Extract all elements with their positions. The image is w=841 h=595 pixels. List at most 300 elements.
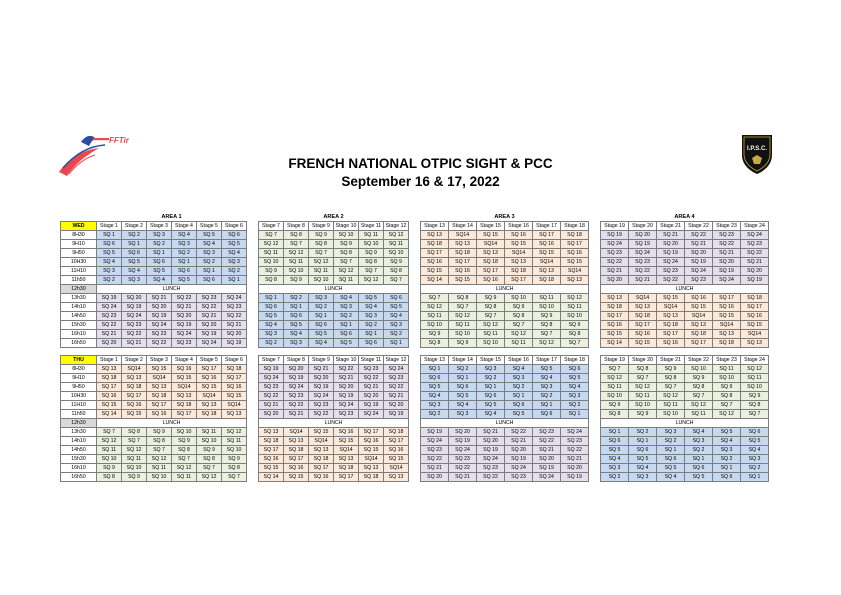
squad-cell: SQ 23 bbox=[601, 249, 629, 258]
squad-cell: SQ 10 bbox=[172, 428, 197, 437]
squad-cell: SQ 1 bbox=[629, 437, 657, 446]
squad-cell: SQ 16 bbox=[449, 267, 477, 276]
stage-header: Stage 13 bbox=[421, 356, 449, 365]
squad-cell: SQ 3 bbox=[741, 455, 769, 464]
squad-cell: SQ 21 bbox=[384, 392, 409, 401]
stage-header: Stage 3 bbox=[147, 356, 172, 365]
squad-cell: SQ 8 bbox=[741, 401, 769, 410]
column-gap bbox=[409, 455, 421, 464]
squad-cell: SQ 19 bbox=[421, 428, 449, 437]
squad-cell: SQ 9 bbox=[359, 249, 384, 258]
squad-cell: SQ 20 bbox=[449, 428, 477, 437]
squad-cell: SQ 3 bbox=[421, 401, 449, 410]
stage-header: Stage 19 bbox=[601, 222, 629, 231]
squad-cell: SQ 22 bbox=[629, 267, 657, 276]
schedule-row bbox=[61, 365, 769, 374]
squad-cell: SQ 7 bbox=[284, 240, 309, 249]
column-gap bbox=[589, 285, 601, 294]
squad-cell: SQ 3 bbox=[713, 446, 741, 455]
column-gap bbox=[589, 267, 601, 276]
squad-cell: SQ 16 bbox=[561, 249, 589, 258]
squad-cell: SQ 13 bbox=[172, 392, 197, 401]
squad-cell: SQ 24 bbox=[97, 303, 122, 312]
squad-cell: SQ 9 bbox=[197, 446, 222, 455]
squad-cell: SQ 22 bbox=[449, 464, 477, 473]
column-gap bbox=[409, 473, 421, 482]
squad-cell: SQ 5 bbox=[601, 446, 629, 455]
squad-cell: SQ 17 bbox=[222, 374, 247, 383]
squad-cell: SQ 20 bbox=[309, 374, 334, 383]
squad-cell: SQ 1 bbox=[384, 339, 409, 348]
squad-cell: SQ 2 bbox=[561, 401, 589, 410]
squad-cell: SQ14 bbox=[741, 330, 769, 339]
stage-header-row bbox=[61, 222, 769, 231]
squad-cell: SQ 11 bbox=[384, 240, 409, 249]
squad-cell: SQ 1 bbox=[421, 365, 449, 374]
squad-cell: SQ 2 bbox=[601, 473, 629, 482]
squad-cell: SQ 13 bbox=[197, 401, 222, 410]
time-label: 11H10 bbox=[61, 401, 97, 410]
squad-cell: SQ 13 bbox=[147, 383, 172, 392]
column-gap bbox=[409, 303, 421, 312]
stage-header: Stage 17 bbox=[533, 356, 561, 365]
column-gap bbox=[589, 231, 601, 240]
squad-cell: SQ 2 bbox=[449, 365, 477, 374]
squad-cell: SQ 15 bbox=[421, 267, 449, 276]
squad-cell: SQ 21 bbox=[359, 383, 384, 392]
squad-cell: SQ 10 bbox=[477, 339, 505, 348]
squad-cell: SQ 20 bbox=[741, 267, 769, 276]
squad-cell: SQ 8 bbox=[122, 428, 147, 437]
time-label: 13h30 bbox=[61, 428, 97, 437]
column-gap bbox=[247, 473, 259, 482]
squad-cell: SQ 8 bbox=[533, 321, 561, 330]
squad-cell: SQ 13 bbox=[449, 240, 477, 249]
stage-header: Stage 15 bbox=[477, 222, 505, 231]
column-gap bbox=[409, 249, 421, 258]
squad-cell: SQ 22 bbox=[713, 240, 741, 249]
squad-cell: SQ 15 bbox=[359, 446, 384, 455]
squad-cell: SQ 24 bbox=[334, 401, 359, 410]
squad-cell: SQ 15 bbox=[629, 339, 657, 348]
squad-cell: SQ 2 bbox=[713, 455, 741, 464]
lunch-label: LUNCH bbox=[421, 419, 589, 428]
stage-header: Stage 12 bbox=[384, 222, 409, 231]
squad-cell: SQ 18 bbox=[122, 383, 147, 392]
stage-header: Stage 13 bbox=[421, 222, 449, 231]
squad-cell: SQ 20 bbox=[334, 383, 359, 392]
column-gap bbox=[589, 303, 601, 312]
squad-cell: SQ 5 bbox=[222, 240, 247, 249]
column-gap bbox=[589, 339, 601, 348]
squad-cell: SQ 22 bbox=[259, 392, 284, 401]
squad-cell: SQ 10 bbox=[259, 258, 284, 267]
squad-cell: SQ 18 bbox=[384, 428, 409, 437]
squad-cell: SQ 8 bbox=[309, 240, 334, 249]
squad-cell: SQ 13 bbox=[561, 276, 589, 285]
squad-cell: SQ14 bbox=[197, 392, 222, 401]
stage-header: Stage 21 bbox=[657, 222, 685, 231]
squad-cell: SQ 13 bbox=[384, 473, 409, 482]
squad-cell: SQ 23 bbox=[97, 312, 122, 321]
squad-cell: SQ 4 bbox=[359, 303, 384, 312]
column-gap bbox=[247, 303, 259, 312]
squad-cell: SQ 22 bbox=[505, 428, 533, 437]
column-gap bbox=[247, 249, 259, 258]
squad-cell: SQ 2 bbox=[309, 303, 334, 312]
squad-cell: SQ 10 bbox=[741, 383, 769, 392]
column-gap bbox=[409, 365, 421, 374]
stage-header: Stage 14 bbox=[449, 222, 477, 231]
squad-cell: SQ 9 bbox=[713, 383, 741, 392]
column-gap bbox=[409, 330, 421, 339]
area-header-row bbox=[61, 213, 769, 222]
squad-cell: SQ 1 bbox=[147, 249, 172, 258]
column-gap bbox=[247, 419, 259, 428]
squad-cell: SQ 12 bbox=[309, 258, 334, 267]
squad-cell: SQ 6 bbox=[384, 294, 409, 303]
squad-cell: SQ 20 bbox=[685, 249, 713, 258]
column-gap bbox=[589, 428, 601, 437]
squad-cell: SQ 15 bbox=[561, 258, 589, 267]
schedule-row bbox=[61, 446, 769, 455]
squad-cell: SQ 18 bbox=[449, 249, 477, 258]
squad-cell: SQ 15 bbox=[713, 312, 741, 321]
squad-cell: SQ 1 bbox=[359, 330, 384, 339]
squad-cell: SQ 6 bbox=[359, 339, 384, 348]
stage-header: Stage 17 bbox=[533, 222, 561, 231]
squad-cell: SQ 12 bbox=[449, 312, 477, 321]
column-gap bbox=[409, 356, 421, 365]
squad-cell: SQ 15 bbox=[147, 365, 172, 374]
schedule-row bbox=[61, 392, 769, 401]
squad-cell: SQ 9 bbox=[505, 303, 533, 312]
squad-cell: SQ 24 bbox=[713, 276, 741, 285]
squad-cell: SQ 23 bbox=[147, 330, 172, 339]
squad-cell: SQ 13 bbox=[259, 428, 284, 437]
time-label: 10H30 bbox=[61, 258, 97, 267]
squad-cell: SQ 5 bbox=[477, 401, 505, 410]
squad-cell: SQ 16 bbox=[284, 464, 309, 473]
squad-cell: SQ 11 bbox=[122, 455, 147, 464]
squad-cell: SQ 3 bbox=[284, 339, 309, 348]
squad-cell: SQ 4 bbox=[421, 392, 449, 401]
squad-cell: SQ 18 bbox=[284, 446, 309, 455]
time-label: 14h50 bbox=[61, 312, 97, 321]
squad-cell: SQ 7 bbox=[685, 392, 713, 401]
squad-cell: SQ 3 bbox=[685, 437, 713, 446]
squad-cell: SQ 19 bbox=[629, 240, 657, 249]
squad-cell: SQ 24 bbox=[657, 258, 685, 267]
squad-cell: SQ 1 bbox=[449, 374, 477, 383]
squad-cell: SQ 16 bbox=[657, 339, 685, 348]
squad-cell: SQ 20 bbox=[122, 294, 147, 303]
squad-cell: SQ 11 bbox=[629, 392, 657, 401]
squad-cell: SQ 17 bbox=[421, 249, 449, 258]
squad-cell: SQ 21 bbox=[533, 446, 561, 455]
squad-cell: SQ14 bbox=[309, 437, 334, 446]
stage-header: Stage 4 bbox=[172, 356, 197, 365]
time-label: 10H30 bbox=[61, 392, 97, 401]
squad-cell: SQ 17 bbox=[657, 330, 685, 339]
squad-cell: SQ 21 bbox=[477, 428, 505, 437]
squad-cell: SQ 21 bbox=[601, 267, 629, 276]
squad-cell: SQ 22 bbox=[147, 339, 172, 348]
squad-cell: SQ 3 bbox=[222, 258, 247, 267]
squad-cell: SQ 23 bbox=[685, 276, 713, 285]
squad-cell: SQ 1 bbox=[222, 276, 247, 285]
squad-cell: SQ 20 bbox=[533, 455, 561, 464]
squad-cell: SQ 12 bbox=[741, 365, 769, 374]
stage-header: Stage 10 bbox=[334, 222, 359, 231]
squad-cell: SQ 5 bbox=[421, 383, 449, 392]
squad-cell: SQ 2 bbox=[421, 410, 449, 419]
column-gap bbox=[589, 401, 601, 410]
squad-cell: SQ 21 bbox=[505, 437, 533, 446]
squad-cell: SQ 9 bbox=[685, 374, 713, 383]
column-gap bbox=[409, 312, 421, 321]
squad-cell: SQ 8 bbox=[147, 437, 172, 446]
squad-cell: SQ 13 bbox=[334, 455, 359, 464]
squad-cell: SQ 19 bbox=[359, 401, 384, 410]
squad-cell: SQ 12 bbox=[629, 383, 657, 392]
squad-cell: SQ 1 bbox=[122, 240, 147, 249]
squad-cell: SQ 23 bbox=[741, 240, 769, 249]
squad-cell: SQ 21 bbox=[421, 464, 449, 473]
squad-cell: SQ 18 bbox=[505, 267, 533, 276]
squad-cell: SQ 9 bbox=[172, 437, 197, 446]
squad-cell: SQ14 bbox=[384, 464, 409, 473]
squad-cell: SQ 23 bbox=[505, 473, 533, 482]
squad-cell: SQ 11 bbox=[197, 428, 222, 437]
squad-cell: SQ 11 bbox=[505, 339, 533, 348]
squad-cell: SQ 2 bbox=[147, 240, 172, 249]
squad-cell: SQ 9 bbox=[421, 330, 449, 339]
squad-cell: SQ 8 bbox=[505, 312, 533, 321]
squad-cell: SQ 4 bbox=[505, 365, 533, 374]
stage-header: Stage 2 bbox=[122, 356, 147, 365]
column-gap bbox=[409, 428, 421, 437]
squad-cell: SQ 6 bbox=[147, 258, 172, 267]
time-label: 13h30 bbox=[61, 294, 97, 303]
squad-cell: SQ 9 bbox=[449, 339, 477, 348]
squad-cell: SQ 8 bbox=[685, 383, 713, 392]
squad-cell: SQ 24 bbox=[449, 446, 477, 455]
column-gap bbox=[409, 401, 421, 410]
column-gap bbox=[589, 383, 601, 392]
column-gap bbox=[247, 285, 259, 294]
squad-cell: SQ 11 bbox=[309, 267, 334, 276]
squad-cell: SQ 11 bbox=[97, 446, 122, 455]
squad-cell: SQ 10 bbox=[685, 365, 713, 374]
squad-cell: SQ 8 bbox=[629, 365, 657, 374]
squad-cell: SQ 23 bbox=[421, 446, 449, 455]
squad-cell: SQ 5 bbox=[713, 428, 741, 437]
squad-cell: SQ 15 bbox=[657, 294, 685, 303]
squad-cell: SQ 5 bbox=[334, 339, 359, 348]
stage-header: Stage 18 bbox=[561, 222, 589, 231]
squad-cell: SQ 19 bbox=[449, 437, 477, 446]
column-gap bbox=[247, 428, 259, 437]
squad-cell: SQ 6 bbox=[222, 231, 247, 240]
squad-cell: SQ 1 bbox=[309, 312, 334, 321]
squad-cell: SQ 19 bbox=[172, 321, 197, 330]
squad-cell: SQ 11 bbox=[561, 303, 589, 312]
squad-cell: SQ 23 bbox=[309, 401, 334, 410]
ipsc-logo-text: I.P.S.C. bbox=[747, 146, 767, 152]
stage-header: Stage 9 bbox=[309, 356, 334, 365]
squad-cell: SQ 2 bbox=[172, 249, 197, 258]
squad-cell: SQ 11 bbox=[284, 258, 309, 267]
stage-header: Stage 16 bbox=[505, 222, 533, 231]
squad-cell: SQ 7 bbox=[172, 455, 197, 464]
stage-header: Stage 21 bbox=[657, 356, 685, 365]
squad-cell: SQ 16 bbox=[197, 374, 222, 383]
squad-cell: SQ 20 bbox=[505, 446, 533, 455]
squad-cell: SQ 1 bbox=[97, 231, 122, 240]
squad-cell: SQ 12 bbox=[284, 249, 309, 258]
squad-cell: SQ 20 bbox=[222, 330, 247, 339]
squad-cell: SQ 19 bbox=[197, 330, 222, 339]
time-label: 9H10 bbox=[61, 240, 97, 249]
column-gap bbox=[409, 267, 421, 276]
squad-cell: SQ 7 bbox=[449, 303, 477, 312]
squad-cell: SQ 7 bbox=[505, 321, 533, 330]
squad-cell: SQ 3 bbox=[334, 303, 359, 312]
squad-cell: SQ 1 bbox=[561, 410, 589, 419]
squad-cell: SQ 4 bbox=[284, 330, 309, 339]
squad-cell: SQ 4 bbox=[97, 258, 122, 267]
column-gap bbox=[247, 401, 259, 410]
squad-cell: SQ 3 bbox=[629, 473, 657, 482]
squad-cell: SQ 11 bbox=[172, 473, 197, 482]
squad-cell: SQ14 bbox=[147, 374, 172, 383]
squad-cell: SQ 5 bbox=[629, 455, 657, 464]
squad-cell: SQ 1 bbox=[533, 401, 561, 410]
squad-cell: SQ 11 bbox=[421, 312, 449, 321]
squad-cell: SQ 15 bbox=[334, 437, 359, 446]
squad-cell: SQ 4 bbox=[222, 249, 247, 258]
area-label: AREA 3 bbox=[494, 214, 515, 220]
column-gap bbox=[409, 222, 421, 231]
stage-header: Stage 6 bbox=[222, 222, 247, 231]
squad-cell: SQ 15 bbox=[505, 240, 533, 249]
squad-cell: SQ 24 bbox=[172, 330, 197, 339]
squad-cell: SQ 4 bbox=[477, 410, 505, 419]
squad-cell: SQ 8 bbox=[657, 374, 685, 383]
squad-cell: SQ 8 bbox=[421, 339, 449, 348]
squad-cell: SQ 2 bbox=[533, 392, 561, 401]
squad-cell: SQ 6 bbox=[657, 455, 685, 464]
squad-cell: SQ 13 bbox=[533, 267, 561, 276]
squad-cell: SQ 15 bbox=[197, 383, 222, 392]
squad-cell: SQ 7 bbox=[533, 330, 561, 339]
squad-cell: SQ 17 bbox=[147, 401, 172, 410]
squad-cell: SQ 8 bbox=[601, 410, 629, 419]
squad-cell: SQ 22 bbox=[741, 249, 769, 258]
column-gap bbox=[409, 294, 421, 303]
squad-cell: SQ 18 bbox=[197, 410, 222, 419]
time-label: 14h10 bbox=[61, 303, 97, 312]
squad-cell: SQ 22 bbox=[359, 374, 384, 383]
stage-header: Stage 11 bbox=[359, 356, 384, 365]
squad-cell: SQ 20 bbox=[601, 276, 629, 285]
squad-cell: SQ 7 bbox=[384, 276, 409, 285]
squad-cell: SQ 20 bbox=[629, 231, 657, 240]
squad-cell: SQ 19 bbox=[97, 294, 122, 303]
squad-cell: SQ 17 bbox=[449, 258, 477, 267]
squad-cell: SQ 5 bbox=[97, 249, 122, 258]
column-gap bbox=[589, 240, 601, 249]
squad-cell: SQ 16 bbox=[477, 276, 505, 285]
squad-cell: SQ 18 bbox=[629, 312, 657, 321]
squad-cell: SQ 10 bbox=[197, 437, 222, 446]
squad-cell: SQ 22 bbox=[197, 303, 222, 312]
day-label: THU bbox=[61, 356, 97, 365]
stage-header: Stage 14 bbox=[449, 356, 477, 365]
squad-cell: SQ 8 bbox=[197, 455, 222, 464]
stage-header: Stage 9 bbox=[309, 222, 334, 231]
squad-cell: SQ 24 bbox=[284, 383, 309, 392]
column-gap bbox=[589, 374, 601, 383]
stage-header: Stage 12 bbox=[384, 356, 409, 365]
squad-cell: SQ 7 bbox=[147, 446, 172, 455]
squad-cell: SQ 15 bbox=[309, 428, 334, 437]
squad-cell: SQ 1 bbox=[505, 392, 533, 401]
squad-cell: SQ 5 bbox=[284, 321, 309, 330]
squad-cell: SQ 3 bbox=[309, 294, 334, 303]
squad-cell: SQ14 bbox=[122, 365, 147, 374]
squad-cell: SQ 9 bbox=[629, 410, 657, 419]
squad-cell: SQ 17 bbox=[713, 294, 741, 303]
squad-cell: SQ 23 bbox=[657, 267, 685, 276]
stage-header: Stage 5 bbox=[197, 356, 222, 365]
squad-cell: SQ 16 bbox=[505, 231, 533, 240]
squad-cell: SQ 21 bbox=[334, 374, 359, 383]
squad-cell: SQ 18 bbox=[601, 303, 629, 312]
squad-cell: SQ 9 bbox=[741, 392, 769, 401]
squad-cell: SQ 3 bbox=[197, 249, 222, 258]
squad-cell: SQ 16 bbox=[97, 392, 122, 401]
squad-cell: SQ 24 bbox=[601, 240, 629, 249]
schedule-row bbox=[61, 410, 769, 419]
lunch-label: LUNCH bbox=[421, 285, 589, 294]
time-label: 15h30 bbox=[61, 321, 97, 330]
squad-cell: SQ 15 bbox=[741, 321, 769, 330]
squad-cell: SQ 2 bbox=[629, 428, 657, 437]
column-gap bbox=[409, 321, 421, 330]
squad-cell: SQ 22 bbox=[172, 294, 197, 303]
squad-cell: SQ 21 bbox=[97, 330, 122, 339]
squad-cell: SQ 17 bbox=[561, 240, 589, 249]
stage-header: Stage 4 bbox=[172, 222, 197, 231]
time-label: 9H50 bbox=[61, 249, 97, 258]
squad-cell: SQ 22 bbox=[222, 312, 247, 321]
squad-cell: SQ 18 bbox=[741, 294, 769, 303]
squad-cell: SQ 10 bbox=[421, 321, 449, 330]
time-label: 8H30 bbox=[61, 231, 97, 240]
squad-cell: SQ 17 bbox=[334, 473, 359, 482]
squad-cell: SQ 16 bbox=[741, 312, 769, 321]
stage-header: Stage 7 bbox=[259, 356, 284, 365]
wednesday-schedule-table bbox=[60, 213, 769, 348]
squad-cell: SQ 12 bbox=[505, 330, 533, 339]
squad-cell: SQ 2 bbox=[505, 383, 533, 392]
squad-cell: SQ 10 bbox=[359, 240, 384, 249]
squad-cell: SQ14 bbox=[477, 240, 505, 249]
squad-cell: SQ 10 bbox=[334, 231, 359, 240]
schedule-row bbox=[61, 312, 769, 321]
